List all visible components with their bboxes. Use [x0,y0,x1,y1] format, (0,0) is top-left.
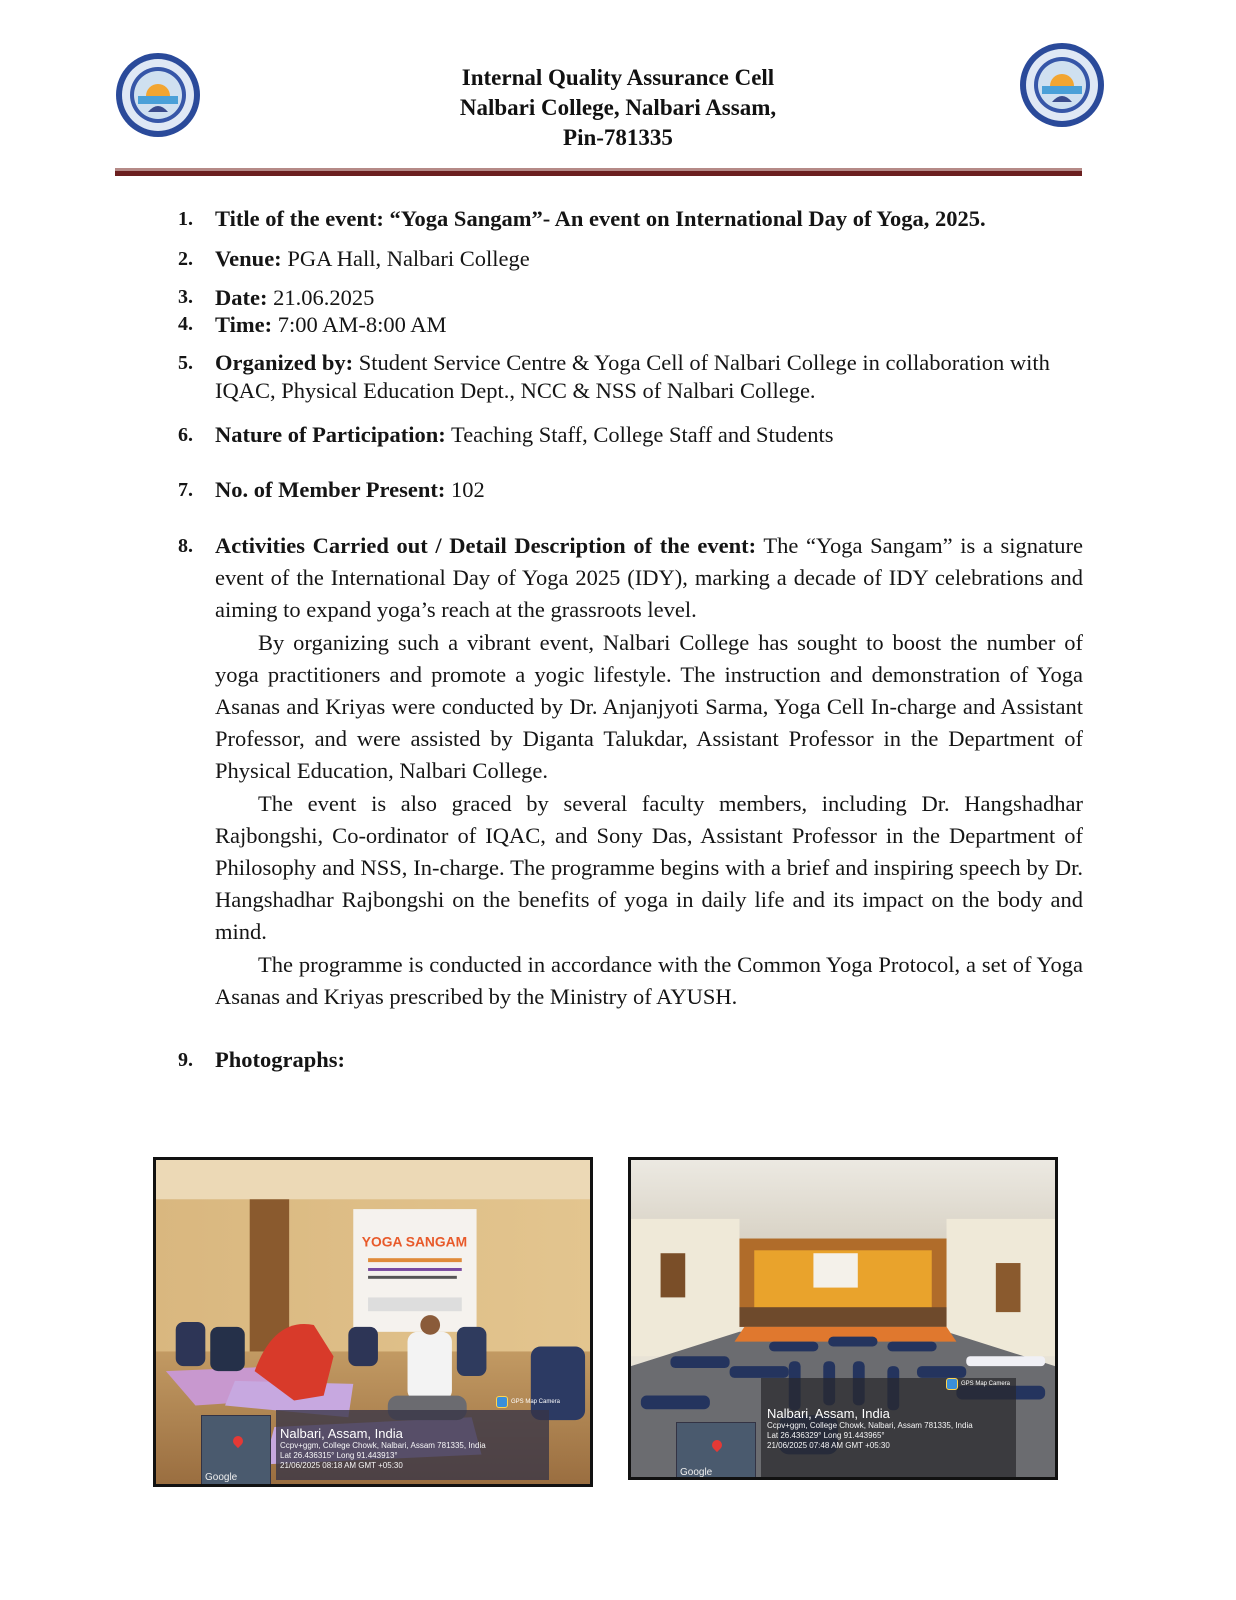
list-item-title: 1. Title of the event: “Yoga Sangam”- An event on International Day of Yoga, 2025. [178,206,986,231]
map-pin-icon [710,1438,724,1452]
item-value: Teaching Staff, College Staff and Students [445,422,834,447]
header-divider [115,168,1082,176]
list-item-venue: 2. Venue: PGA Hall, Nalbari College [178,246,530,271]
header-title: Internal Quality Assurance Cell [461,65,775,90]
gps-app-badge: GPS Map Camera [496,1396,560,1408]
list-item-description: 8. Activities Carried out / Detail Description of the event: The “Yoga Sangam” is a signature event of the International Day of Yoga 2025 (IDY), marking a decade of IDY celebrations and aiming to expand yoga’s reach at the grassroots level. By organizing such a vibrant event, Nalbari College has sought to boost the number of yoga practitioners and promote a yogic lifestyle. The instruction and demonstration of Yoga Asanas and Kriyas were conducted by Dr. Anjanjyoti Sarma, Yoga Cell In-charge and Assistant Professor, and were assisted by Diganta Talukdar, Assistant Professor in the Department of Physical Education, Nalbari College. The event is also graced by several faculty members, including Dr. Hangshadhar Rajbongshi, Co-ordinator of IQAC, and Sony Das, Assistant Professor in the Department of Philosophy and NSS, In-charge. The programme begins with a brief and inspiring speech by Dr. Hangshadhar Rajbongshi on the benefits of yoga in daily life and its impact on the body and mind. The programme is conducted in accordance with the Common Yoga Protocol, a set of Yoga Asanas and Kriyas prescribed by the Ministry of AYUSH. [178,530,1083,1013]
college-logo-right [1017,40,1107,130]
item-label: Date: [215,285,268,310]
gps-app-badge: GPS Map Camera [946,1378,1010,1390]
item-label: Organized by: [215,350,354,375]
item-label: Time: [215,312,273,337]
gps-timestamp: 21/06/2025 08:18 AM GMT +05:30 [280,1461,403,1470]
item-value: 102 [445,477,485,502]
gps-address: Ccpv+ggm, College Chowk, Nalbari, Assam 781335, India [280,1441,486,1450]
header-college: Nalbari College, Nalbari Assam, [459,95,777,120]
event-photo-2 [628,1157,1058,1480]
list-item-members-present: 7. No. of Member Present: 102 [178,477,485,502]
item-value: The “Yoga Sangam” is a signature event of the International Day of Yoga 2025 (IDY), marking a decade of IDY celebrations and aiming to expand yoga’s reach at the grassroots level. [215,533,1083,623]
gps-stamp [767,1406,973,1451]
list-item-time: 4. Time: 7:00 AM-8:00 AM [178,312,447,337]
gps-camera-app-icon [496,1396,508,1408]
college-emblem-icon [1017,40,1107,130]
map-provider-label: Google [680,1467,713,1478]
list-item-organized-by: 5. Organized by: Student Service Centre & Yoga Cell of Nalbari College in collaboration with IQAC, Physical Education Dept., NCC & NSS of Nalbari College. [178,350,1050,403]
description-paragraph: By organizing such a vibrant event, Nalbari College has sought to boost the number of yoga practitioners and promote a yogic lifestyle. The instruction and demonstration of Yoga Asanas and Kriyas were conducted by Dr. Anjanjyoti Sarma, Yoga Cell In-charge and Assistant Professor, and were assisted by Diganta Talukdar, Assistant Professor in the Department of Physical Education, Nalbari College. [215,629,1083,784]
item-value: “Yoga Sangam”- An event on International Day of Yoga, 2025. [383,206,986,231]
item-label: Title of the event: [215,206,384,231]
description-paragraph: The event is also graced by several faculty members, including Dr. Hangshadhar Rajbongshi, Co-ordinator of IQAC, and Sony Das, Assistant Professor in the Department of Philosophy and NSS, In-charge. The programme begins with a brief and inspiring speech by Dr. Hangshadhar Rajbongshi on the benefits of yoga in daily life and its impact on the body and mind. [215,790,1083,945]
gps-address: Ccpv+ggm, College Chowk, Nalbari, Assam 781335, India [767,1421,973,1430]
banner-text: YOGA SANGAM [361,1234,468,1250]
list-item-photographs: 9. Photographs: [178,1047,346,1073]
item-value: 21.06.2025 [267,285,375,310]
event-photo-1 [153,1157,593,1487]
list-item-date: 3. Date: 21.06.2025 [178,285,375,310]
item-label: No. of Member Present: [215,477,446,502]
gps-coords: Lat 26.436329° Long 91.443965° [767,1431,885,1440]
item-value: Student Service Centre & Yoga Cell of Nalbari College in collaboration with IQAC, Physical Education Dept., NCC & NSS of Nalbari College. [215,350,1050,403]
map-provider-label: Google [205,1472,238,1483]
list-item-participation: 6. Nature of Participation: Teaching Staff, College Staff and Students [178,422,834,447]
item-label: Photographs: [215,1047,346,1073]
gps-place: Nalbari, Assam, India [280,1426,403,1441]
event-report-list [178,205,1083,1075]
map-thumbnail [201,1415,271,1485]
item-value: 7:00 AM-8:00 AM [272,312,447,337]
gps-coords: Lat 26.436315° Long 91.443913° [280,1451,398,1460]
header-pin: Pin-781335 [563,125,673,150]
map-pin-icon [231,1434,245,1448]
item-label: Venue: [215,246,282,271]
gps-timestamp: 21/06/2025 07:48 AM GMT +05:30 [767,1441,890,1450]
description-paragraph: The programme is conducted in accordance with the Common Yoga Protocol, a set of Yoga Asanas and Kriyas prescribed by the Ministry of AYUSH. [215,951,1083,1009]
item-label: Activities Carried out / Detail Description of the event: [215,533,757,558]
college-emblem-icon [113,50,203,140]
map-thumbnail [676,1422,756,1480]
letterhead [300,63,936,153]
college-logo-left [113,50,203,140]
gps-camera-app-icon [946,1378,958,1390]
gps-place: Nalbari, Assam, India [767,1406,890,1421]
item-value: PGA Hall, Nalbari College [281,246,530,271]
item-label: Nature of Participation: [215,422,446,447]
gps-stamp [280,1426,486,1471]
